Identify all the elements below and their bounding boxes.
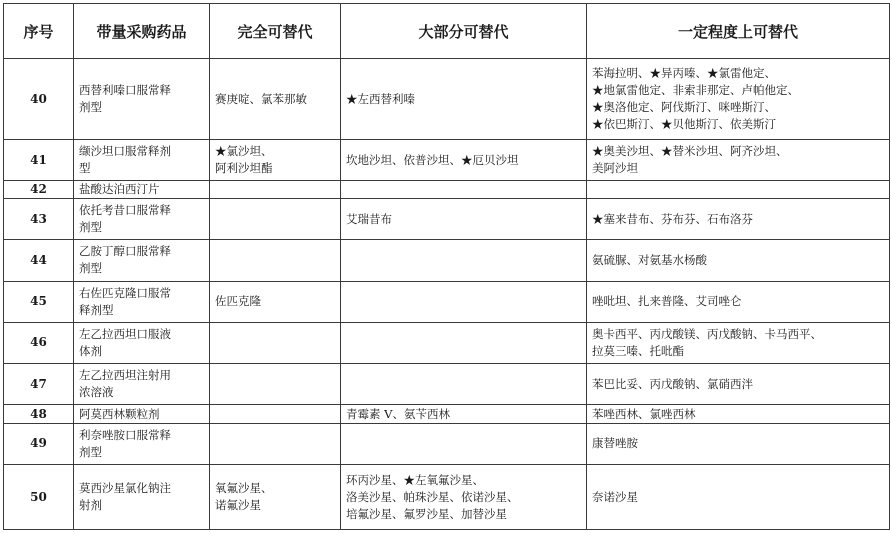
cell-line: 奥卡西平、丙戊酸镁、丙戊酸钠、卡马西平、 [592,326,822,341]
cell-line: ★氯沙坦、 [215,144,273,158]
cell-line: 剂型 [79,444,102,459]
cell-line: 左乙拉西坦口服液 [79,326,171,341]
cell-partly-replaceable [587,281,890,322]
cell-fully-replaceable [210,322,341,363]
cell-procured-drug [74,322,210,363]
table-row [4,465,890,530]
cell-line: 剂型 [79,100,102,115]
cell-line: 浓溶液 [79,385,114,400]
cell-fully-replaceable [210,180,341,199]
cell-line: ★依巴斯汀、★贝他斯汀、依美斯汀 [592,117,776,132]
cell-line: 依托考昔口服常释 [79,203,171,218]
cell-line: ★奥美沙坦、★替米沙坦、阿齐沙坦、 [592,144,788,158]
table-row [4,240,890,281]
cell-line: ★左西替利嗪 [346,91,415,106]
cell-fully-replaceable [210,59,341,140]
cell-line: 拉莫三嗪、托吡酯 [592,343,684,358]
cell-line: 盐酸达泊西汀片 [79,181,160,196]
cell-line: 左乙拉西坦注射用 [79,368,171,383]
cell-line: 培氟沙星、氟罗沙星、加替沙星 [346,506,507,521]
cell-procured-drug [74,59,210,140]
cell-fully-replaceable [210,240,341,281]
table-row [4,59,890,140]
cell-line: 西替利嗪口服常释 [79,83,171,98]
cell-line: 利奈唑胺口服常释 [79,427,171,442]
cell-mostly-replaceable [341,140,587,180]
cell-procured-drug [74,140,210,180]
cell-fully-replaceable [210,364,341,405]
cell-line: 氨硫脲、对氨基水杨酸 [592,252,707,267]
cell-number: 50 [4,465,74,530]
cell-line: 唑吡坦、扎来普隆、艾司唑仑 [592,294,742,309]
cell-partly-replaceable [587,199,890,240]
cell-line: 阿利沙坦酯 [215,161,273,175]
cell-procured-drug [74,364,210,405]
cell-fully-replaceable [210,423,341,464]
cell-number: 40 [4,59,74,140]
cell-procured-drug [74,199,210,240]
cell-mostly-replaceable [341,240,587,281]
cell-line: ★地氯雷他定、非索非那定、卢帕他定、 [592,83,799,98]
cell-number: 46 [4,322,74,363]
cell-line: 康替唑胺 [592,436,638,451]
cell-fully-replaceable [210,405,341,424]
cell-number: 44 [4,240,74,281]
header-row [4,4,890,59]
table-row [4,423,890,464]
cell-line: ★奥洛他定、阿伐斯汀、咪唑斯汀、 [592,100,776,115]
cell-mostly-replaceable [341,199,587,240]
table-row [4,322,890,363]
table-row [4,140,890,180]
cell-line: 乙胺丁醇口服常释 [79,244,171,259]
cell-line: 美阿沙坦 [592,161,638,175]
cell-line: 莫西沙星氯化钠注 [79,481,171,495]
cell-partly-replaceable [587,140,890,180]
cell-number: 41 [4,140,74,180]
cell-line: 洛美沙星、帕珠沙星、依诺沙星、 [346,489,519,504]
substitution-table [3,3,890,530]
cell-mostly-replaceable [341,423,587,464]
table-row [4,281,890,322]
cell-fully-replaceable [210,465,341,530]
header-fully-replaceable: 完全可替代 [210,4,341,59]
cell-line: 佐匹克隆 [215,294,261,309]
cell-mostly-replaceable [341,465,587,530]
cell-line: 阿莫西林颗粒剂 [79,406,160,421]
cell-fully-replaceable [210,199,341,240]
cell-line: 诺氟沙星 [215,498,261,512]
cell-number: 43 [4,199,74,240]
cell-mostly-replaceable [341,59,587,140]
cell-partly-replaceable [587,180,890,199]
table-row [4,364,890,405]
cell-mostly-replaceable [341,281,587,322]
cell-mostly-replaceable [341,180,587,199]
cell-mostly-replaceable [341,322,587,363]
cell-line: 环丙沙星、★左氧氟沙星、 [346,472,484,487]
cell-line: 右佐匹克隆口服常 [79,285,171,300]
cell-procured-drug [74,405,210,424]
cell-line: 型 [79,161,91,175]
cell-line: 苯唑西林、氯唑西林 [592,406,696,421]
cell-line: 释剂型 [79,302,114,317]
cell-line: 苯海拉明、★异丙嗪、★氯雷他定、 [592,66,776,81]
cell-procured-drug [74,180,210,199]
table-row [4,405,890,424]
cell-partly-replaceable [587,465,890,530]
table-row [4,180,890,199]
cell-fully-replaceable [210,140,341,180]
cell-procured-drug [74,423,210,464]
cell-line: 苯巴比妥、丙戊酸钠、氯硝西泮 [592,376,753,391]
cell-line: 体剂 [79,343,102,358]
table-body [4,59,890,530]
cell-line: 奈诺沙星 [592,489,638,504]
cell-line: 坎地沙坦、依普沙坦、★厄贝沙坦 [346,152,519,167]
header-partly-replaceable: 一定程度上可替代 [587,4,890,59]
cell-mostly-replaceable [341,364,587,405]
header-procured-drug: 带量采购药品 [74,4,210,59]
cell-line: 射剂 [79,498,102,512]
cell-partly-replaceable [587,423,890,464]
cell-number: 48 [4,405,74,424]
cell-line: 艾瑞昔布 [346,211,392,226]
cell-line: 青霉素 V、氨苄西林 [346,406,450,421]
cell-line: 缬沙坦口服常释剂 [79,144,171,158]
cell-number: 49 [4,423,74,464]
table-row [4,199,890,240]
cell-mostly-replaceable [341,405,587,424]
cell-partly-replaceable [587,405,890,424]
cell-partly-replaceable [587,322,890,363]
cell-line: 氧氟沙星、 [215,481,273,495]
cell-line: 剂型 [79,220,102,235]
cell-fully-replaceable [210,281,341,322]
cell-line: ★塞来昔布、芬布芬、石布洛芬 [592,211,753,226]
cell-line: 赛庚啶、氯苯那敏 [215,91,307,106]
cell-procured-drug [74,465,210,530]
cell-partly-replaceable [587,59,890,140]
cell-number: 47 [4,364,74,405]
cell-procured-drug [74,240,210,281]
header-mostly-replaceable: 大部分可替代 [341,4,587,59]
cell-partly-replaceable [587,240,890,281]
cell-number: 45 [4,281,74,322]
cell-procured-drug [74,281,210,322]
cell-partly-replaceable [587,364,890,405]
cell-line: 剂型 [79,261,102,276]
header-number: 序号 [4,4,74,59]
cell-number: 42 [4,180,74,199]
